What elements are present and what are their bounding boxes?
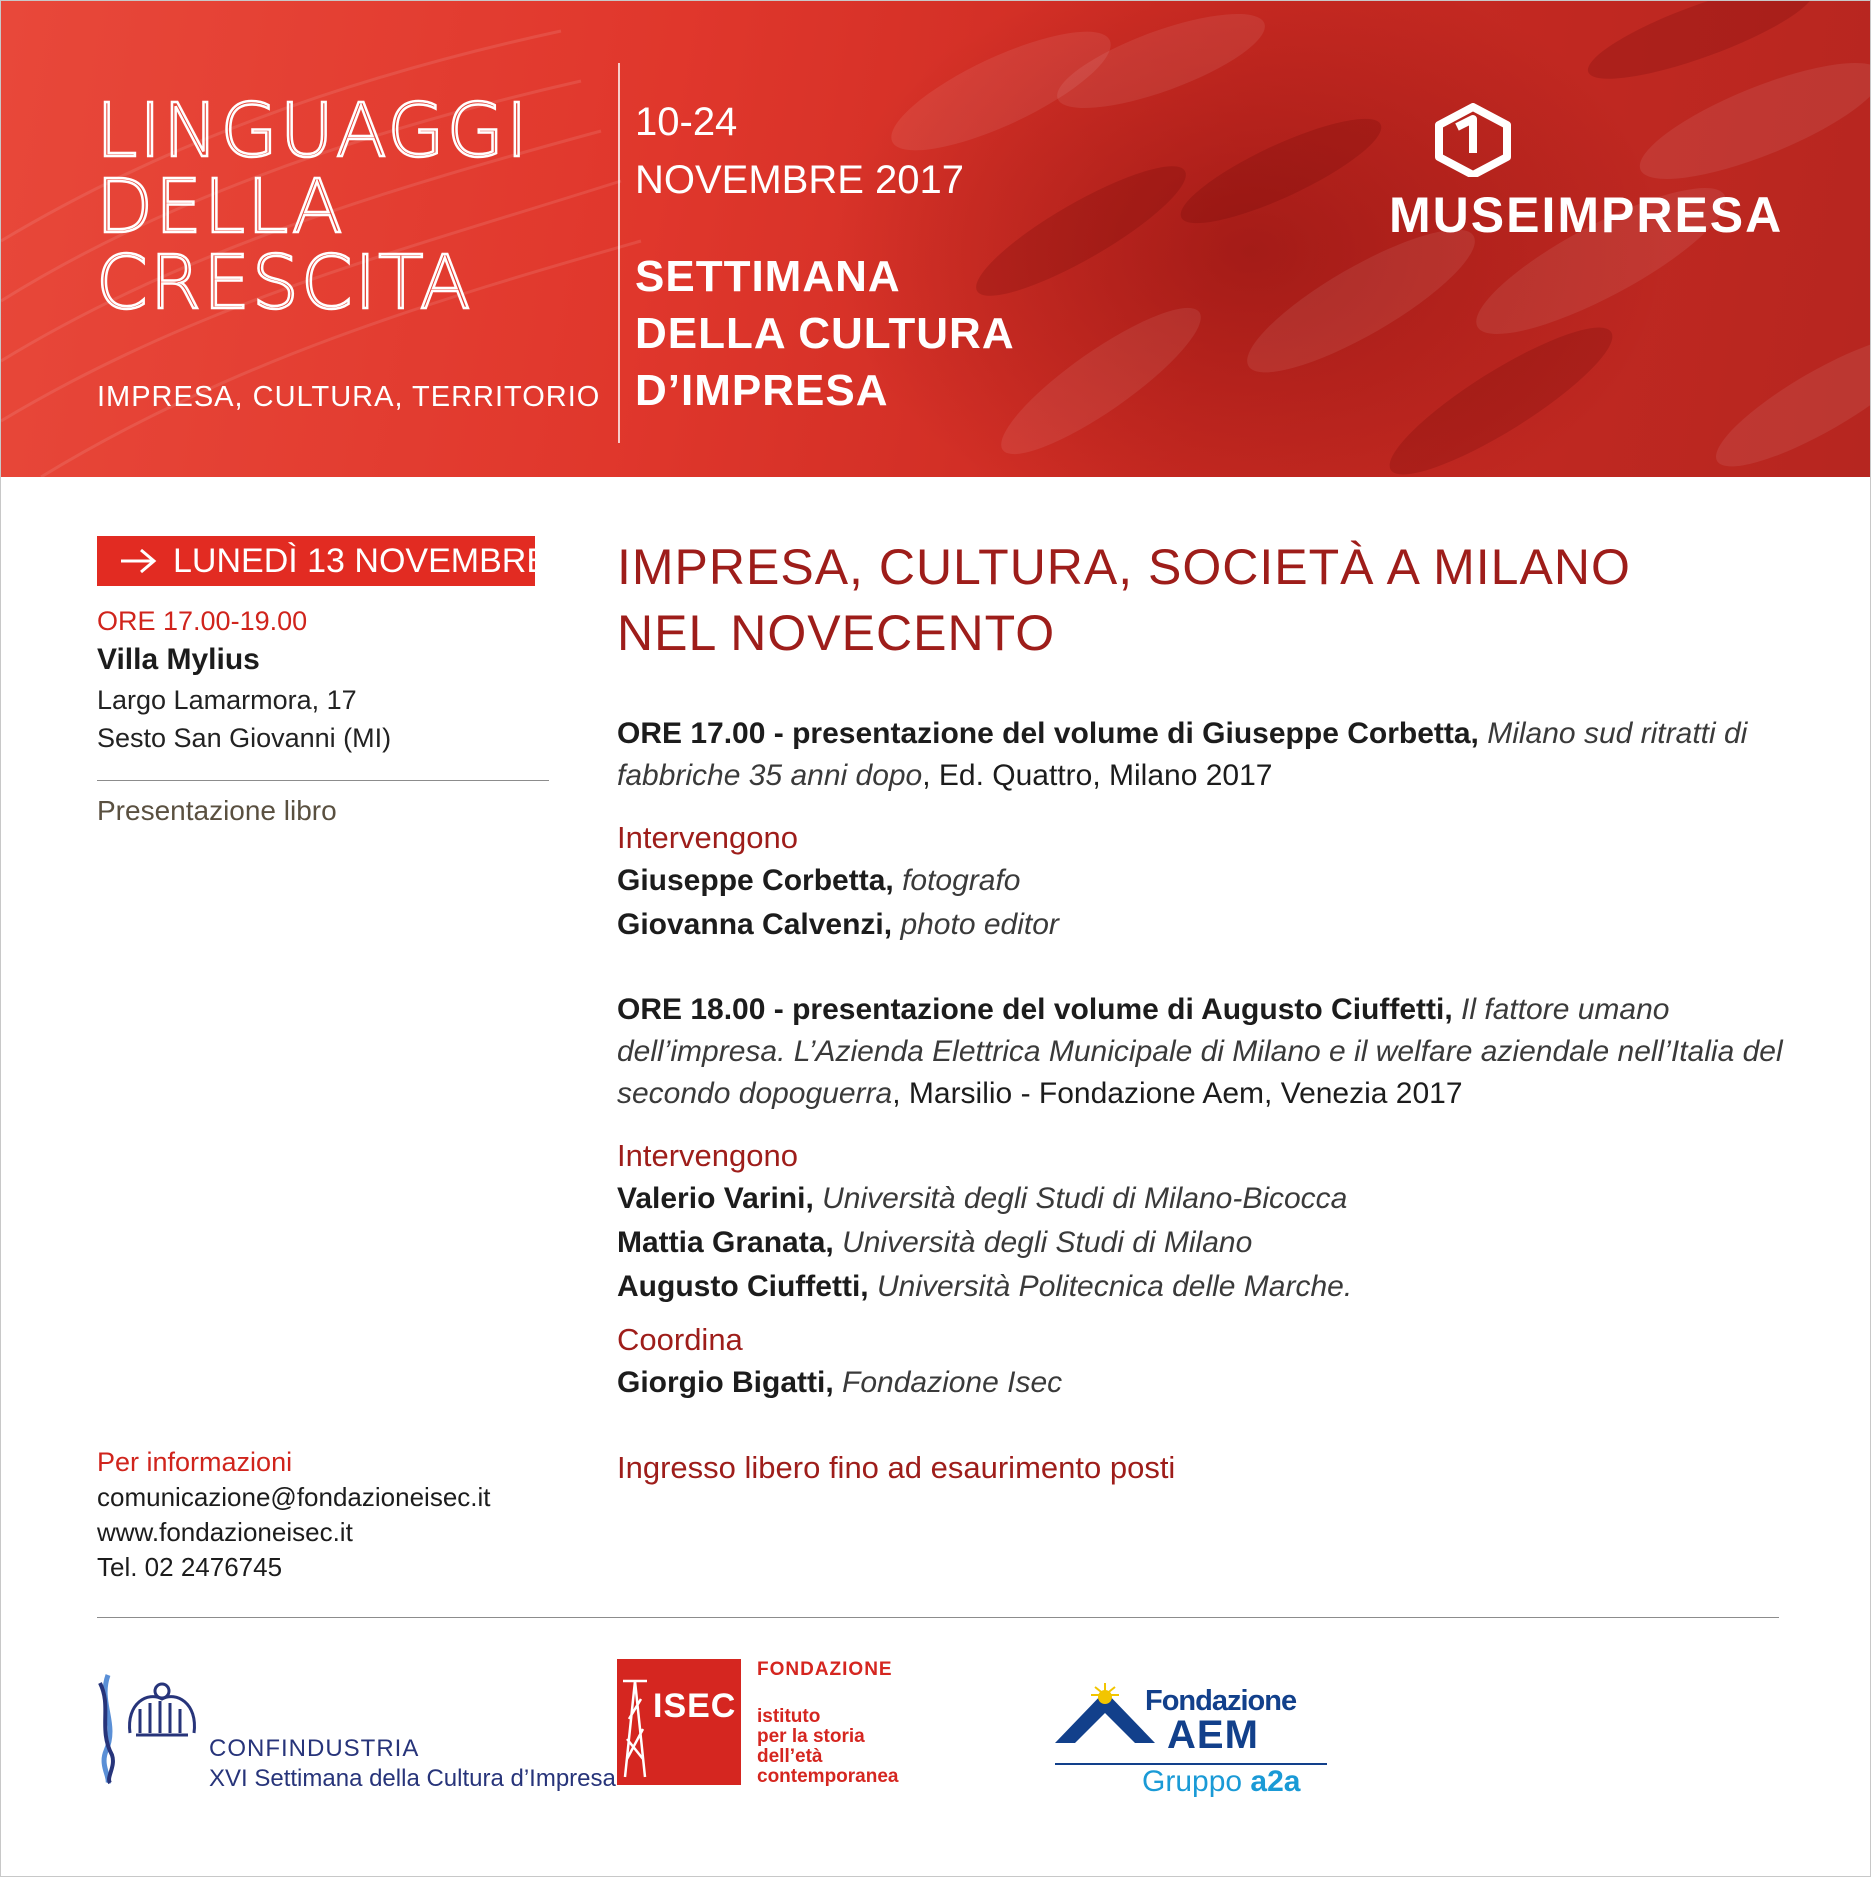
speaker-row xyxy=(617,1221,1797,1265)
confindustria-subtitle: XVI Settimana della Cultura d’Impresa xyxy=(209,1765,616,1792)
moderator-heading: Coordina xyxy=(617,1322,743,1357)
aem-line-2: AEM xyxy=(1167,1713,1259,1757)
session-1-description xyxy=(617,713,1797,797)
speaker-row xyxy=(617,1177,1797,1221)
session-2-book-title: Il fattore umano dell’impresa. L’Azienda Elettrica Municipale di Milano e il welfare aziendale nell’Italia del secondo dopoguerra xyxy=(617,993,1783,1110)
week-line-3: D’IMPRESA xyxy=(635,366,889,415)
event-category: Presentazione libro xyxy=(97,795,337,826)
venue-address-line-2: Sesto San Giovanni (MI) xyxy=(97,723,392,753)
contact-phone: Tel. 02 2476745 xyxy=(97,1552,283,1582)
spacer xyxy=(617,1405,1797,1447)
event-title-line-1: IMPRESA, CULTURA, SOCIETÀ A MILANO xyxy=(617,539,1631,595)
isec-description xyxy=(757,1707,957,1787)
confindustria-eagle-icon xyxy=(96,1673,216,1785)
speaker-name: Giuseppe Corbetta, xyxy=(617,864,894,897)
isec-desc-line: istituto xyxy=(757,1706,821,1727)
isec-logo xyxy=(617,1659,741,1785)
venue-info xyxy=(97,603,547,757)
speaker-name: Giovanna Calvenzi, xyxy=(617,908,893,941)
header-banner xyxy=(1,1,1871,477)
week-line-1: SETTIMANA xyxy=(635,252,901,301)
venue-address-line-1: Largo Lamarmora, 17 xyxy=(97,685,357,715)
session-1-lead: ORE 17.00 - presentazione del volume di Giuseppe Corbetta, xyxy=(617,717,1479,750)
entry-note: Ingresso libero fino ad esaurimento posti xyxy=(617,1450,1176,1485)
session-2-lead: ORE 18.00 - presentazione del volume di Augusto Ciuffetti, xyxy=(617,993,1453,1026)
dates-line-1: 10-24 xyxy=(635,100,738,144)
isec-desc-line: contemporanea xyxy=(757,1766,899,1787)
venue-name: Villa Mylius xyxy=(97,643,260,676)
speaker-role: Università degli Studi di Milano xyxy=(842,1226,1253,1259)
moderator-row xyxy=(617,1361,1797,1405)
session-1-book-title: Milano sud ritratti di fabbriche 35 anni dopo xyxy=(617,717,1748,792)
contact-info xyxy=(97,1444,557,1585)
exhibition-title xyxy=(96,88,530,326)
date-badge xyxy=(97,536,549,586)
isec-label: FONDAZIONE xyxy=(757,1659,893,1680)
aem-group-label: Gruppo xyxy=(1142,1765,1243,1798)
isec-desc-line: dell’età xyxy=(757,1746,823,1767)
museimpresa-wordmark: MUSEIMPRESA xyxy=(1389,187,1784,243)
exhibition-subtitle: IMPRESA, CULTURA, TERRITORIO xyxy=(97,381,601,413)
session-2-publisher: , Marsilio - Fondazione Aem, Venezia 2017 xyxy=(892,1077,1463,1110)
session-2-speakers-heading: Intervengono xyxy=(617,1138,798,1173)
moderator-role: Fondazione Isec xyxy=(842,1366,1063,1399)
spacer xyxy=(617,947,1797,989)
event-time: ORE 17.00-19.00 xyxy=(97,606,308,636)
speaker-role: photo editor xyxy=(900,908,1059,941)
speaker-name: Augusto Ciuffetti, xyxy=(617,1270,869,1303)
isec-mark: ISEC xyxy=(653,1687,737,1725)
speaker-role: Università degli Studi di Milano-Bicocca xyxy=(822,1182,1348,1215)
event-dates xyxy=(635,93,964,209)
session-1-speakers-heading: Intervengono xyxy=(617,820,798,855)
confindustria-name: CONFINDUSTRIA xyxy=(209,1735,420,1762)
week-title xyxy=(635,248,1015,419)
aem-line-1: Fondazione xyxy=(1145,1685,1297,1717)
date-badge-label: LUNEDÌ 13 NOVEMBRE xyxy=(173,541,549,580)
title-line-1: LINGUAGGI xyxy=(96,88,530,174)
contact-email[interactable]: comunicazione@fondazioneisec.it xyxy=(97,1482,491,1512)
session-1-publisher: , Ed. Quattro, Milano 2017 xyxy=(922,759,1273,792)
left-divider xyxy=(97,780,549,781)
speaker-row xyxy=(617,859,1797,903)
moderator-name: Giorgio Bigatti, xyxy=(617,1366,834,1399)
contact-heading: Per informazioni xyxy=(97,1447,293,1477)
week-line-2: DELLA CULTURA xyxy=(635,309,1015,358)
session-2-description xyxy=(617,989,1797,1115)
event-program xyxy=(617,713,1797,1489)
arrow-right-icon xyxy=(119,548,157,574)
speaker-role: fotografo xyxy=(902,864,1021,897)
contact-website[interactable]: www.fondazioneisec.it xyxy=(97,1517,353,1547)
title-line-3: CRESCITA xyxy=(96,240,473,326)
title-line-2: DELLA xyxy=(96,164,345,250)
speaker-row xyxy=(617,903,1797,947)
speaker-row xyxy=(617,1265,1797,1309)
event-title-line-2: NEL NOVECENTO xyxy=(617,605,1056,661)
event-title xyxy=(617,534,1631,666)
speaker-name: Mattia Granata, xyxy=(617,1226,834,1259)
museimpresa-logo-icon xyxy=(1433,103,1513,177)
speaker-role: Università Politecnica delle Marche. xyxy=(876,1270,1353,1303)
dates-line-2: NOVEMBRE 2017 xyxy=(635,158,965,202)
aem-group xyxy=(1142,1765,1300,1799)
footer-divider xyxy=(97,1617,1779,1618)
aem-group-brand: a2a xyxy=(1250,1765,1301,1798)
header-divider xyxy=(618,63,620,443)
isec-desc-line: per la storia xyxy=(757,1726,865,1747)
speaker-name: Valerio Varini, xyxy=(617,1182,814,1215)
